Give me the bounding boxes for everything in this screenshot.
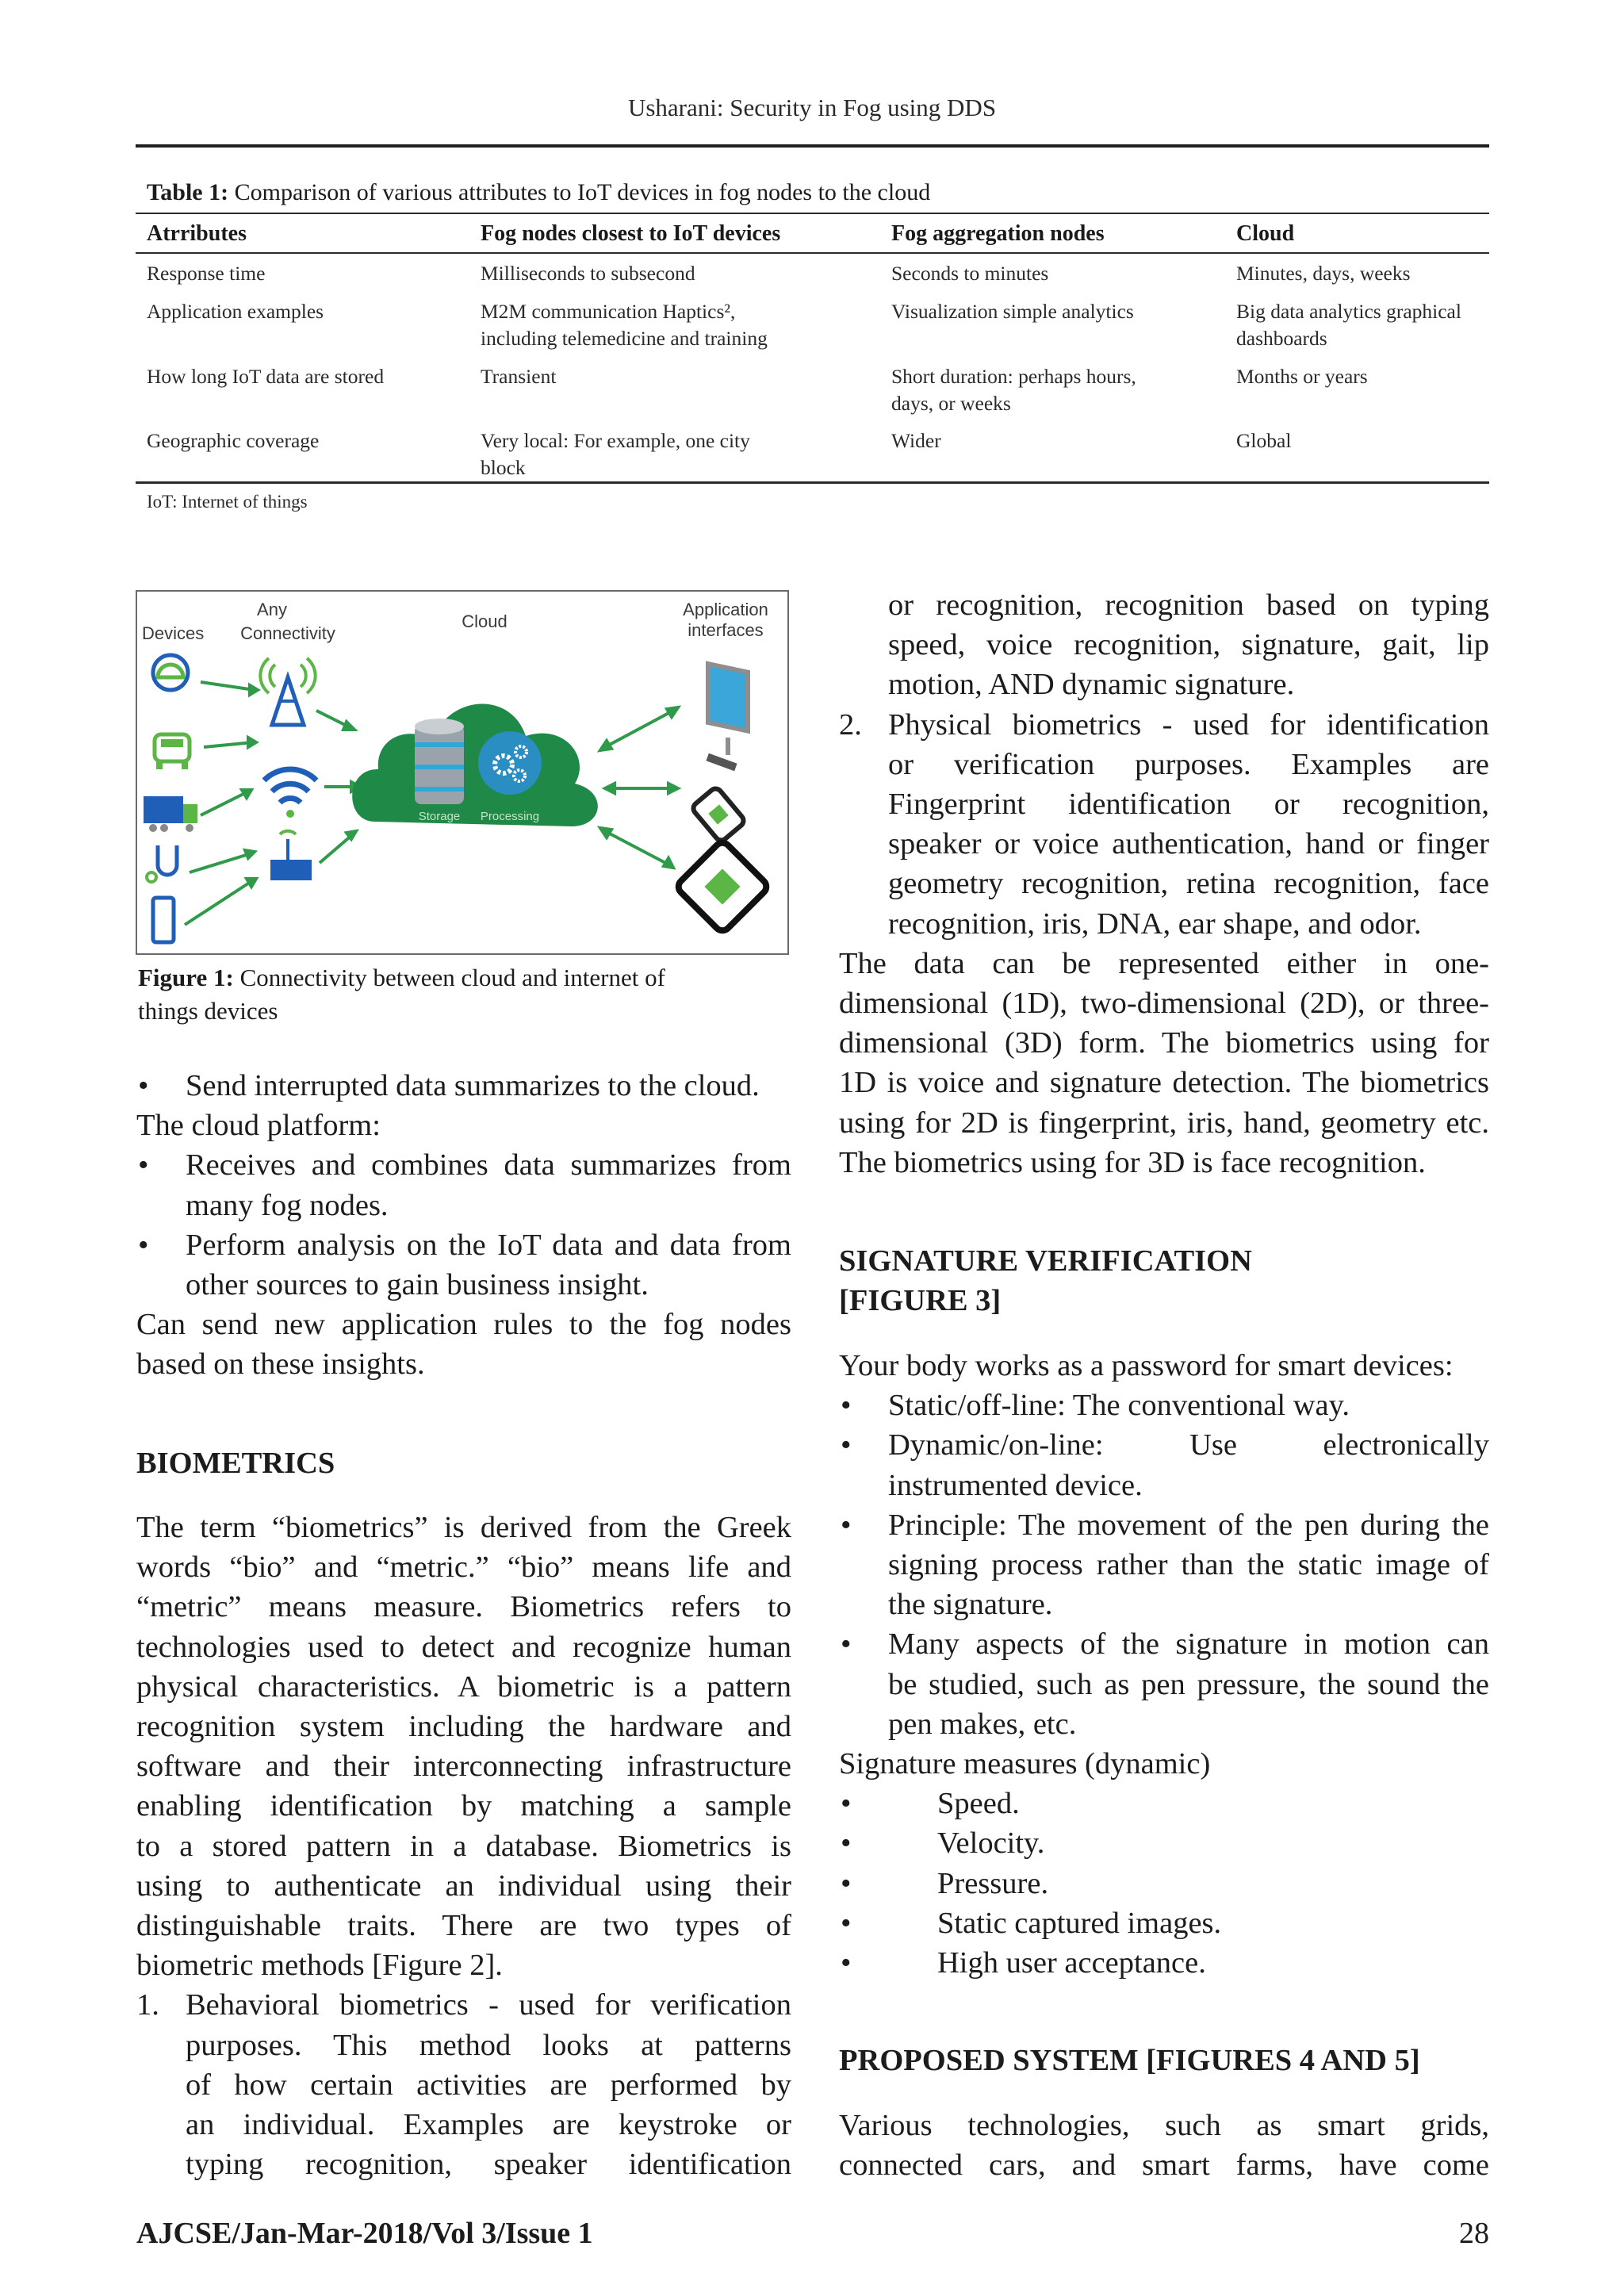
bullet-mark: • <box>841 1627 852 1662</box>
cell-fog-aggregation: Seconds to minutes <box>891 262 1049 285</box>
gauge-icon <box>153 655 188 690</box>
bullet-receives-combines: • Receives and combines data summarizes from many fog nodes. <box>136 1145 791 1225</box>
bullet-mark: • <box>138 1228 149 1262</box>
figure-caption-label: Figure 1: <box>138 964 234 991</box>
cell-cloud: Global <box>1236 429 1292 452</box>
bullet-mark: • <box>138 1148 149 1182</box>
list-item-physical-biometrics: 2. Physical biometrics - used for identification or verification purposes. Examples are Fingerprint identification or recognition, speaker or voice authentication, hand or finger geometry recognition, retina recognition, face recognition, iris, DNA, ear shape, and odor. <box>839 705 1489 944</box>
database-storage-icon <box>415 719 464 804</box>
bullet-static-offline: • Static/off-line: The conventional way. <box>839 1386 1489 1425</box>
signature-section-body <box>839 1346 1489 1983</box>
biometrics-paragraph: The term “biometrics” is derived from the Greek words “bio” and “metric.” “bio” means life and “metric” means measure. Biometrics refers to technologies used to detect and recognize human physical characteristics. A biometric is a pattern recognition system including the hardware and software and their interconnecting infrastructure enabling identification by matching a sample to a stored pattern in a database. Biometrics is using to authenticate an individual using their distinguishable traits. There are two types of biometric methods [Figure 2]. 1. Behavioral biometrics - used for verification purposes. This method looks at patterns of how certain activities are performed by an individual. Examples are keystroke or typing recognition, speaker identification <box>136 1508 791 2184</box>
section-heading-signature-verification: SIGNATURE VERIFICATION [FIGURE 3] <box>839 1244 1252 1318</box>
running-head: Usharani: Security in Fog using DDS <box>627 94 997 121</box>
table-caption-text: Comparison of various attributes to IoT devices in fog nodes to the cloud <box>228 179 931 205</box>
truck-icon <box>144 796 197 832</box>
cell-fog-closest: Milliseconds to subsecond <box>481 262 695 285</box>
cell-attribute: Application examples <box>147 300 324 323</box>
cell-fog-aggregation: Visualization simple analytics <box>891 300 1134 323</box>
measure-velocity: • Velocity. <box>841 1826 1045 1861</box>
measure-user-acceptance: • High user acceptance. <box>841 1946 1206 1980</box>
desktop-monitor-icon <box>706 664 748 771</box>
cell-fog-closest-line1: Very local: For example, one city <box>481 429 750 452</box>
table-header-cloud: Cloud <box>1236 221 1295 246</box>
wifi-icon <box>264 769 316 818</box>
bullet-mark: • <box>841 1389 852 1423</box>
right-column-biometrics-cont <box>839 585 1489 1182</box>
page-number: 28 <box>1459 2217 1489 2250</box>
bullet-mark: • <box>841 1508 852 1542</box>
smartphone-app-icon <box>691 786 745 842</box>
cell-fog-closest: Transient <box>481 365 557 388</box>
bullet-perform-analysis: • Perform analysis on the IoT data and data from other sources to gain business insight. <box>136 1225 791 1305</box>
table-header-attributes: Atrributes <box>147 221 247 246</box>
figure-1 <box>136 590 789 955</box>
measure-static-images: • Static captured images. <box>841 1906 1222 1940</box>
cell-attribute: Response time <box>147 262 266 285</box>
cloud-icon <box>352 703 598 826</box>
cell-attribute: How long IoT data are stored <box>147 365 385 388</box>
iot-cloud-diagram <box>137 592 787 953</box>
bullet-principle: • Principle: The movement of the pen during the signing process rather than the static image of the signature. <box>839 1505 1489 1625</box>
journal-footer: AJCSE/Jan-Mar-2018/Vol 3/Issue 1 <box>136 2217 593 2250</box>
tablet-icon <box>676 840 770 934</box>
cell-fog-closest-line2: block <box>481 456 526 479</box>
figure-caption-text-1: Connectivity between cloud and internet of <box>233 964 665 991</box>
processing-gears-icon <box>478 731 542 795</box>
car-icon <box>155 734 190 769</box>
signature-measures-intro: Signature measures (dynamic) <box>839 1747 1211 1781</box>
label-application: Application <box>683 600 768 619</box>
list-item-behavioral-continued: or recognition, recognition based on typing speed, voice recognition, signature, gait, lip motion, AND dynamic signature. <box>888 588 1489 702</box>
label-devices: Devices <box>142 623 205 643</box>
table-bottom-rule <box>136 481 1489 484</box>
cell-cloud-line2: dashboards <box>1236 327 1327 350</box>
bullet-mark: • <box>138 1069 149 1102</box>
cell-fog-aggregation: Wider <box>891 429 941 452</box>
label-storage: Storage <box>418 810 461 823</box>
label-interfaces: interfaces <box>688 620 764 640</box>
list-number: 2. <box>839 707 862 742</box>
proposed-system-paragraph: Various technologies, such as smart grids, connected cars, and smart farms, have come <box>839 2109 1489 2183</box>
list-item-behavioral-biometrics: 1. Behavioral biometrics - used for verification purposes. This method looks at patterns of how certain activities are performed by an individual. Examples are keystroke or typing recognition, speaker identification <box>136 1985 791 2184</box>
cell-cloud: Minutes, days, weeks <box>1236 262 1411 285</box>
bullet-dynamic-online: • Dynamic/on-line: Use electronically instrumented device. <box>839 1425 1489 1504</box>
smartphone-icon <box>153 898 174 942</box>
label-connectivity: Connectivity <box>240 623 335 643</box>
signature-intro: Your body works as a password for smart devices: <box>839 1349 1454 1382</box>
cell-attribute: Geographic coverage <box>147 429 320 452</box>
header-rule <box>136 144 1489 148</box>
cell-tower-icon <box>260 658 315 725</box>
left-column-fog-summary <box>136 1066 791 1385</box>
section-heading-biometrics: BIOMETRICS <box>136 1447 335 1480</box>
cell-cloud-line1: Big data analytics graphical <box>1236 300 1461 323</box>
stethoscope-icon <box>147 845 177 882</box>
closing-line-2: based on these insights. <box>136 1347 425 1382</box>
bullet-many-aspects: • Many aspects of the signature in motion can be studied, such as pen pressure, the sound the pen makes, etc. <box>839 1624 1489 1744</box>
table-header-fog-aggregation: Fog aggregation nodes <box>891 221 1105 246</box>
dimensions-paragraph: The data can be represented either in one- dimensional (1D), two-dimensional (2D), or three- dimensional (3D) form. The biometrics using for 1D is voice and signature detection. The biometrics using for 2D is fingerprint, iris, hand, geometry etc. The biometrics using for 3D is face recognition. <box>839 946 1489 1179</box>
table-footnote: IoT: Internet of things <box>147 492 308 512</box>
cloud-platform-label: The cloud platform: <box>136 1109 381 1143</box>
figure-caption-text-2: things devices <box>138 997 278 1025</box>
figure-1-caption <box>138 961 788 1028</box>
label-any: Any <box>257 600 287 619</box>
label-cloud: Cloud <box>462 611 508 631</box>
cell-fog-closest-line2: including telemedicine and training <box>481 327 768 350</box>
label-processing: Processing <box>480 810 540 823</box>
list-number: 1. <box>136 1988 159 2022</box>
router-icon <box>270 831 312 880</box>
measure-speed: • Speed. <box>841 1787 1020 1821</box>
cell-fog-aggregation-line2: days, or weeks <box>891 392 1011 415</box>
bullet-send-summaries: • Send interrupted data summarizes to the cloud. <box>136 1066 791 1106</box>
table-header-fog-closest: Fog nodes closest to IoT devices <box>481 221 781 246</box>
table-header-rule <box>136 252 1489 254</box>
section-heading-proposed-system: PROPOSED SYSTEM [FIGURES 4 AND 5] <box>839 2044 1420 2077</box>
cell-fog-aggregation-line1: Short duration: perhaps hours, <box>891 365 1136 388</box>
cell-fog-closest-line1: M2M communication Haptics², <box>481 300 736 323</box>
table-top-rule <box>136 213 1489 214</box>
cell-cloud: Months or years <box>1236 365 1368 388</box>
app-arrows <box>600 707 678 868</box>
table-caption <box>147 179 930 206</box>
bullet-mark: • <box>841 1428 852 1462</box>
measure-pressure: • Pressure. <box>841 1866 1049 1900</box>
closing-line-1: Can send new application rules to the fog nodes <box>136 1308 791 1342</box>
table-caption-label: Table 1: <box>147 179 229 205</box>
